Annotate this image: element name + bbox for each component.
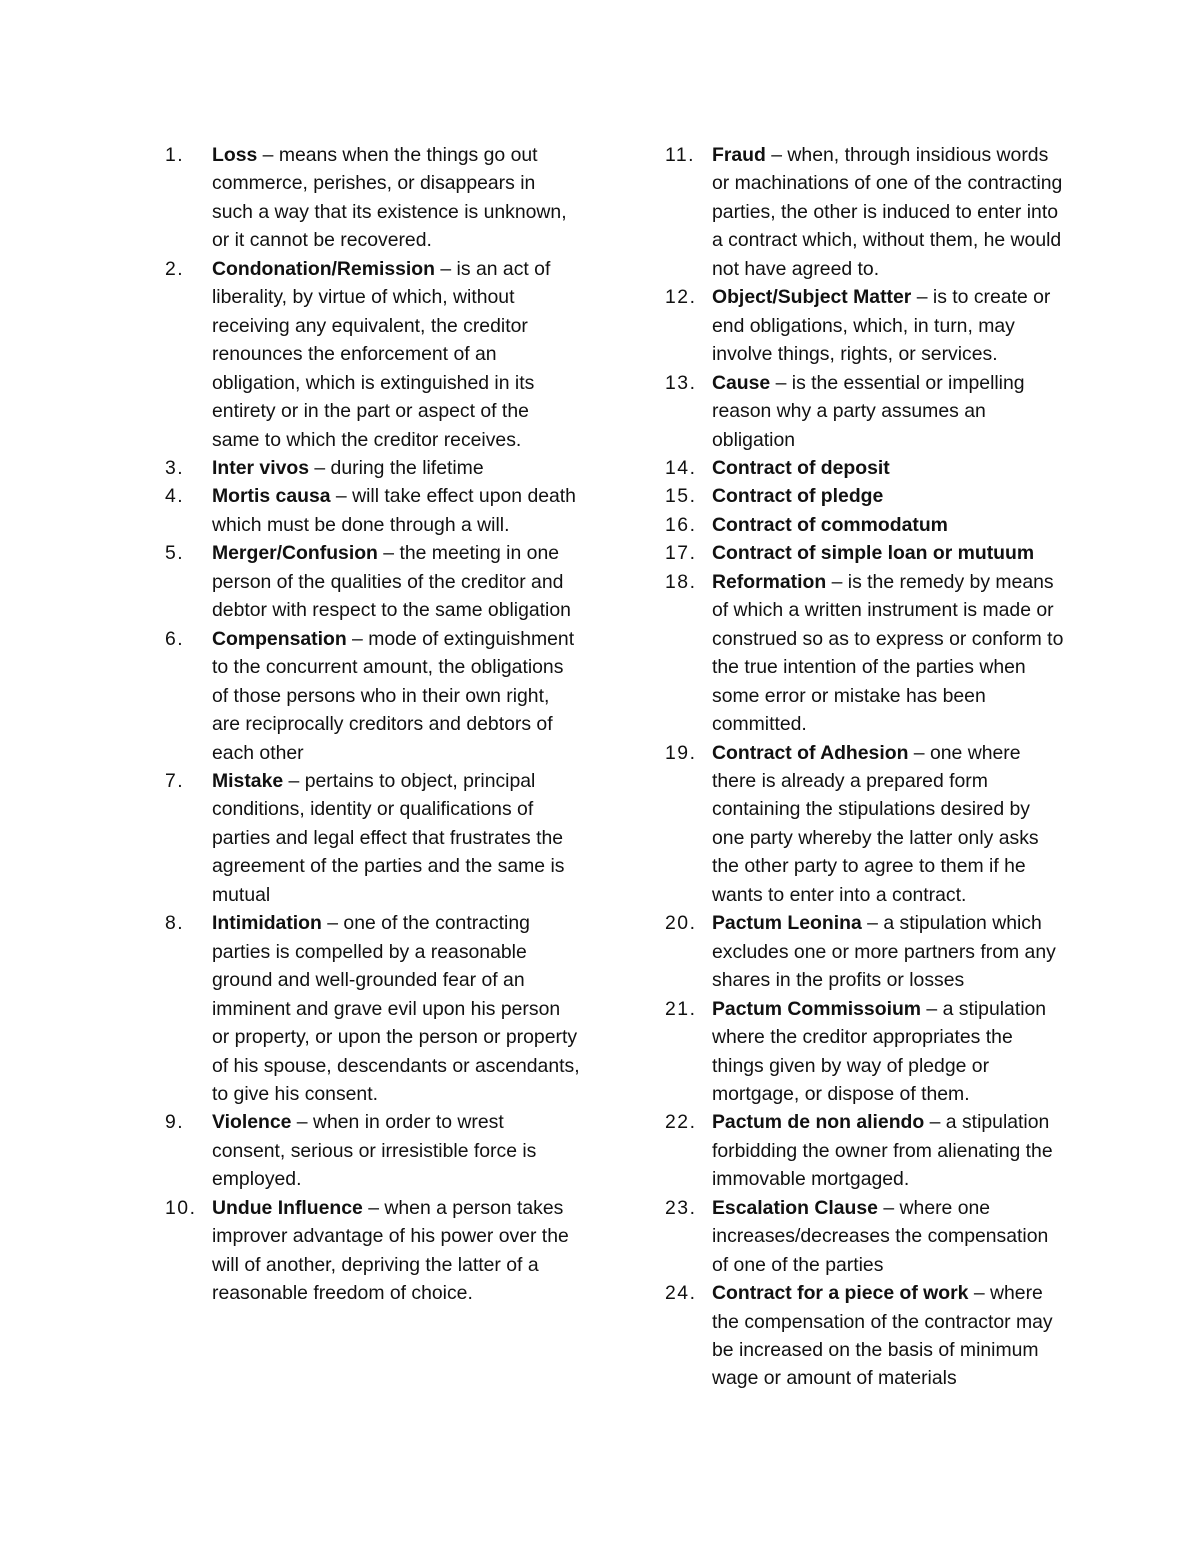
list-item [665, 511, 1065, 539]
item-term: Contract of Adhesion [712, 741, 909, 764]
item-definition: – is an act of liberality, by virtue of which, without receiving any equivalent, the creditor renounces the enforcement of an obligation, which is extinguished in its entirety or in the part or aspect of the same to which the creditor receives. [212, 257, 551, 451]
list-item [165, 909, 580, 1108]
item-term: Contract for a piece of work [712, 1282, 969, 1305]
item-number: 17. [665, 542, 697, 565]
item-term: Compensation [212, 627, 347, 650]
item-definition: – where the compensation of the contractor may be increased on the basis of minimum wage or amount of materials [712, 1282, 1053, 1390]
item-definition: – a stipulation where the creditor appropriates the things given by way of pledge or mortgage, or dispose of them. [712, 997, 1047, 1105]
item-number: 18. [665, 570, 697, 593]
list-item [665, 995, 1065, 1109]
item-definition: – a stipulation forbidding the owner from alienating the immovable mortgaged. [712, 1111, 1053, 1191]
item-definition: – when in order to wrest consent, serious or irresistible force is employed. [212, 1111, 537, 1191]
item-definition: – means when the things go out commerce, perishes, or disappears in such a way that its existence is unknown, or it cannot be recovered. [212, 144, 567, 252]
item-term: Violence [212, 1111, 292, 1134]
item-term: Contract of deposit [712, 456, 890, 479]
item-term: Merger/Confusion [212, 542, 378, 565]
item-definition: – pertains to object, principal conditions, identity or qualifications of parties and legal effect that frustrates the agreement of the parties and the same is mutual [212, 769, 565, 906]
item-term: Fraud [712, 144, 766, 166]
list-item [165, 539, 580, 624]
list-item [665, 1108, 1065, 1193]
item-term: Intimidation [212, 912, 322, 935]
item-number: 16. [665, 513, 697, 536]
item-term: Contract of pledge [712, 485, 884, 508]
list-item [665, 482, 1065, 510]
item-term: Inter vivos [212, 456, 309, 479]
item-term: Undue Influence [212, 1196, 363, 1219]
item-definition: – will take effect upon death which must be done through a will. [212, 485, 576, 536]
right-column [665, 141, 1065, 1393]
item-number: 10. [165, 1196, 197, 1219]
item-term: Mortis causa [212, 485, 331, 508]
list-item [165, 454, 580, 482]
item-definition: – when a person takes improver advantage of his power over the will of another, depriving the latter of a reasonable freedom of choice. [212, 1196, 569, 1305]
item-number: 11. [665, 144, 696, 166]
item-number: 1. [165, 144, 185, 166]
item-term: Pactum Commissoium [712, 997, 922, 1020]
item-term: Mistake [212, 769, 284, 792]
list-item [165, 482, 580, 539]
item-definition: – where one increases/decreases the compensation of one of the parties [712, 1196, 1049, 1276]
item-number: 2. [165, 257, 185, 280]
item-definition: – during the lifetime [309, 456, 484, 479]
item-definition: – one of the contracting parties is compelled by a reasonable ground and well-grounded fear of an imminent and grave evil upon his person or property, or upon the person or property of his spouse, descendants or ascendants, to give his consent. [212, 912, 580, 1105]
item-number: 9. [165, 1111, 185, 1134]
definition-list-right [665, 141, 1065, 1393]
item-number: 7. [165, 769, 185, 792]
item-term: Pactum Leonina [712, 912, 862, 935]
item-number: 22. [665, 1111, 697, 1134]
item-term: Pactum de non aliendo [712, 1111, 925, 1134]
list-item [165, 255, 580, 454]
item-term: Object/Subject Matter [712, 286, 912, 309]
list-item [665, 1279, 1065, 1393]
item-term: Loss [212, 144, 258, 166]
item-number: 14. [665, 456, 697, 479]
item-number: 13. [665, 371, 697, 394]
item-term: Contract of simple loan or mutuum [712, 542, 1035, 565]
item-number: 8. [165, 912, 185, 935]
list-item [665, 909, 1065, 994]
item-number: 21. [665, 997, 697, 1020]
item-number: 4. [165, 485, 185, 508]
item-number: 19. [665, 741, 697, 764]
list-item [665, 739, 1065, 910]
item-definition: – is the essential or impelling reason why a party assumes an obligation [712, 371, 1025, 451]
item-number: 23. [665, 1196, 697, 1219]
definition-list-left [165, 141, 580, 1308]
item-definition: – mode of extinguishment to the concurrent amount, the obligations of those persons who in their own right, are reciprocally creditors and debtors of each other [212, 627, 575, 764]
item-number: 5. [165, 542, 185, 565]
list-item [665, 454, 1065, 482]
item-term: Condonation/Remission [212, 257, 435, 280]
item-number: 20. [665, 912, 697, 935]
item-definition: – one where there is already a prepared form containing the stipulations desired by one party whereby the latter only asks the other party to agree to them if he wants to enter into a contract. [712, 741, 1039, 906]
list-item [665, 539, 1065, 567]
list-item [165, 1194, 580, 1308]
list-item [665, 283, 1065, 368]
item-definition: – a stipulation which excludes one or more partners from any shares in the profits or losses [712, 912, 1056, 992]
left-column [165, 141, 580, 1308]
item-term: Escalation Clause [712, 1196, 878, 1219]
item-term: Reformation [712, 570, 827, 593]
item-definition: – when, through insidious words or machinations of one of the contracting parties, the other is induced to enter into a contract which, without them, he would not have agreed to. [712, 144, 1063, 280]
list-item [665, 369, 1065, 454]
list-item [165, 1108, 580, 1193]
list-item [165, 141, 580, 255]
item-term: Contract of commodatum [712, 513, 948, 536]
item-number: 12. [665, 286, 697, 309]
item-definition: – is to create or end obligations, which, in turn, may involve things, rights, or services. [712, 286, 1051, 366]
item-term: Cause [712, 371, 771, 394]
list-item [665, 141, 1065, 283]
item-number: 6. [165, 627, 185, 650]
item-definition: – the meeting in one person of the qualities of the creditor and debtor with respect to the same obligation [212, 542, 571, 622]
item-definition: – is the remedy by means of which a written instrument is made or construed so as to express or conform to the true intention of the parties when some error or mistake has been committed. [712, 570, 1064, 736]
item-number: 3. [165, 456, 185, 479]
list-item [165, 767, 580, 909]
list-item [665, 1194, 1065, 1279]
list-item [165, 625, 580, 767]
item-number: 15. [665, 485, 697, 508]
item-number: 24. [665, 1282, 697, 1305]
list-item [665, 568, 1065, 739]
